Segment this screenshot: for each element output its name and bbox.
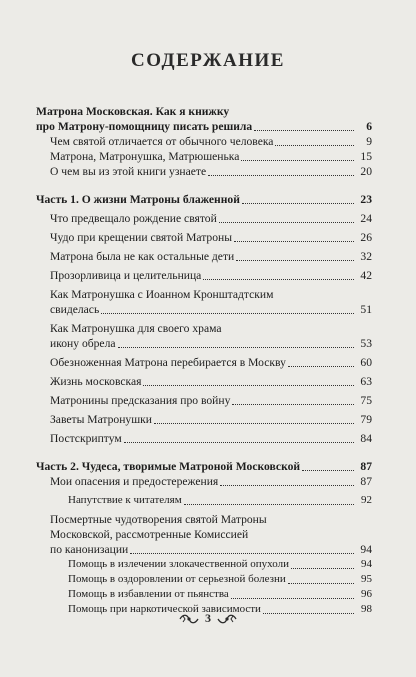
toc-entry — [36, 542, 372, 557]
page-number: 87 — [360, 475, 372, 488]
toc-entry — [36, 572, 372, 587]
dot-leader — [288, 365, 354, 367]
toc-entry-label: Чем святой отличается от обычного человека — [50, 135, 274, 148]
page-number: 53 — [360, 337, 372, 350]
toc-entry — [36, 355, 372, 370]
page-number: 96 — [361, 588, 372, 600]
part1-heading-entry — [36, 192, 372, 207]
ornament-icon — [217, 613, 237, 625]
icon-line1: Как Матронушка для своего храма — [50, 322, 222, 335]
intro-heading-line2: про Матрону-помощницу писать решила — [36, 120, 253, 133]
page-number: 75 — [360, 394, 372, 407]
toc-entry — [36, 336, 372, 351]
toc-entry — [36, 302, 372, 317]
toc-entry-label: Помощь в избавлении от пьянства — [68, 588, 229, 600]
page-number: 94 — [361, 558, 372, 570]
page-number: 79 — [360, 413, 372, 426]
intro-heading-entry — [36, 119, 372, 134]
toc-entry-label: Что предвещало рождение святой — [50, 212, 217, 225]
dot-leader — [232, 403, 354, 405]
toc-entry-label: Помощь в оздоровлении от серьезной болезни — [68, 573, 286, 585]
toc-entry-label: Матрона, Матронушка, Матрюшенька — [50, 150, 240, 163]
dot-leader — [118, 346, 354, 348]
page-title: СОДЕРЖАНИЕ — [131, 50, 285, 71]
toc-entry-label: Матрона была не как остальные дети — [50, 250, 235, 263]
dot-leader — [154, 422, 354, 424]
dot-leader — [203, 278, 354, 280]
toc-entry-label: Постскриптум — [50, 432, 122, 445]
toc-entry — [36, 230, 372, 245]
toc-entry — [36, 587, 372, 602]
dot-leader — [234, 240, 354, 242]
page-number: 92 — [361, 494, 372, 506]
dot-leader — [236, 259, 354, 261]
page-number: 15 — [360, 150, 372, 163]
page-number: 24 — [360, 212, 372, 225]
toc-entry — [36, 493, 372, 508]
toc-entry-label: Мои опасения и предостережения — [50, 475, 219, 488]
toc-entry — [36, 149, 372, 164]
page-number: 84 — [360, 432, 372, 445]
toc-entry-label: Обезноженная Матрона перебирается в Москву — [50, 356, 286, 369]
dot-leader — [241, 159, 354, 161]
page-number: 95 — [361, 573, 372, 585]
toc-entry — [36, 249, 372, 264]
dot-leader — [101, 312, 354, 314]
page-number: 6 — [366, 120, 372, 133]
page-number: 23 — [360, 193, 372, 206]
dot-leader — [291, 567, 354, 569]
toc-entry-label: Напутствие к читателям — [68, 494, 182, 506]
dot-leader — [275, 144, 354, 146]
dot-leader — [288, 582, 354, 584]
intro-heading-line1: Матрона Московская. Как я книжку — [36, 105, 230, 118]
dot-leader — [130, 552, 354, 554]
dot-leader — [302, 469, 354, 471]
posthumous-line1: Посмертные чудотворения святой Матроны — [50, 513, 267, 526]
page-footer — [0, 611, 416, 626]
page-number: 32 — [360, 250, 372, 263]
toc-entry — [36, 164, 372, 179]
page-number: 51 — [360, 303, 372, 316]
dot-leader — [231, 597, 354, 599]
dot-leader — [184, 503, 354, 505]
page-number: 20 — [360, 165, 372, 178]
toc-entry — [36, 431, 372, 446]
page-number: 94 — [360, 543, 372, 556]
toc-entry — [36, 393, 372, 408]
page-number: 26 — [360, 231, 372, 244]
dot-leader — [208, 174, 354, 176]
table-of-contents — [36, 104, 372, 617]
page-number: 42 — [360, 269, 372, 282]
toc-entry-label: Матронины предсказания про войну — [50, 394, 231, 407]
dot-leader — [219, 221, 354, 223]
toc-entry — [36, 474, 372, 489]
page-number: 9 — [366, 135, 372, 148]
page-number-footer: 3 — [205, 611, 211, 625]
dot-leader — [124, 441, 354, 443]
posthumous-line2: Московской, рассмотренные Комиссией — [50, 528, 249, 541]
part2-section — [36, 459, 372, 617]
toc-entry — [36, 374, 372, 389]
toc-entry-label: Помощь при наркотической зависимости — [68, 603, 261, 615]
toc-entry — [36, 412, 372, 427]
part1-heading: Часть 1. О жизни Матроны блаженной — [36, 193, 240, 206]
posthumous-line3: по канонизации — [50, 543, 129, 556]
page-number: 60 — [360, 356, 372, 369]
dot-leader — [143, 384, 354, 386]
part2-heading: Часть 2. Чудеса, творимые Матроной Московской — [36, 460, 301, 473]
kronstadt-line2: свиделась — [50, 303, 100, 316]
toc-entry — [36, 557, 372, 572]
toc-entry — [36, 211, 372, 226]
toc-entry-label: Помощь в излечении злокачественной опухоли — [68, 558, 289, 570]
toc-entry-label: Жизнь московская — [50, 375, 142, 388]
toc-entry-label: Чудо при крещении святой Матроны — [50, 231, 233, 244]
page-number: 87 — [360, 460, 372, 473]
kronstadt-line1: Как Матронушка с Иоанном Кронштадтским — [50, 288, 274, 301]
dot-leader — [254, 129, 354, 131]
ornament-icon — [179, 613, 199, 625]
intro-section — [36, 104, 372, 179]
icon-line2: икону обрела — [50, 337, 116, 350]
dot-leader — [242, 202, 354, 204]
page-number: 63 — [360, 375, 372, 388]
toc-entry — [36, 268, 372, 283]
page-number: 98 — [361, 603, 372, 615]
toc-entry-label: Заветы Матронушки — [50, 413, 152, 426]
part1-section — [36, 192, 372, 446]
toc-entry-label: О чем вы из этой книги узнаете — [50, 165, 207, 178]
part2-heading-entry — [36, 459, 372, 474]
toc-entry-label: Прозорливица и целительница — [50, 269, 202, 282]
dot-leader — [220, 484, 354, 486]
toc-entry — [36, 134, 372, 149]
